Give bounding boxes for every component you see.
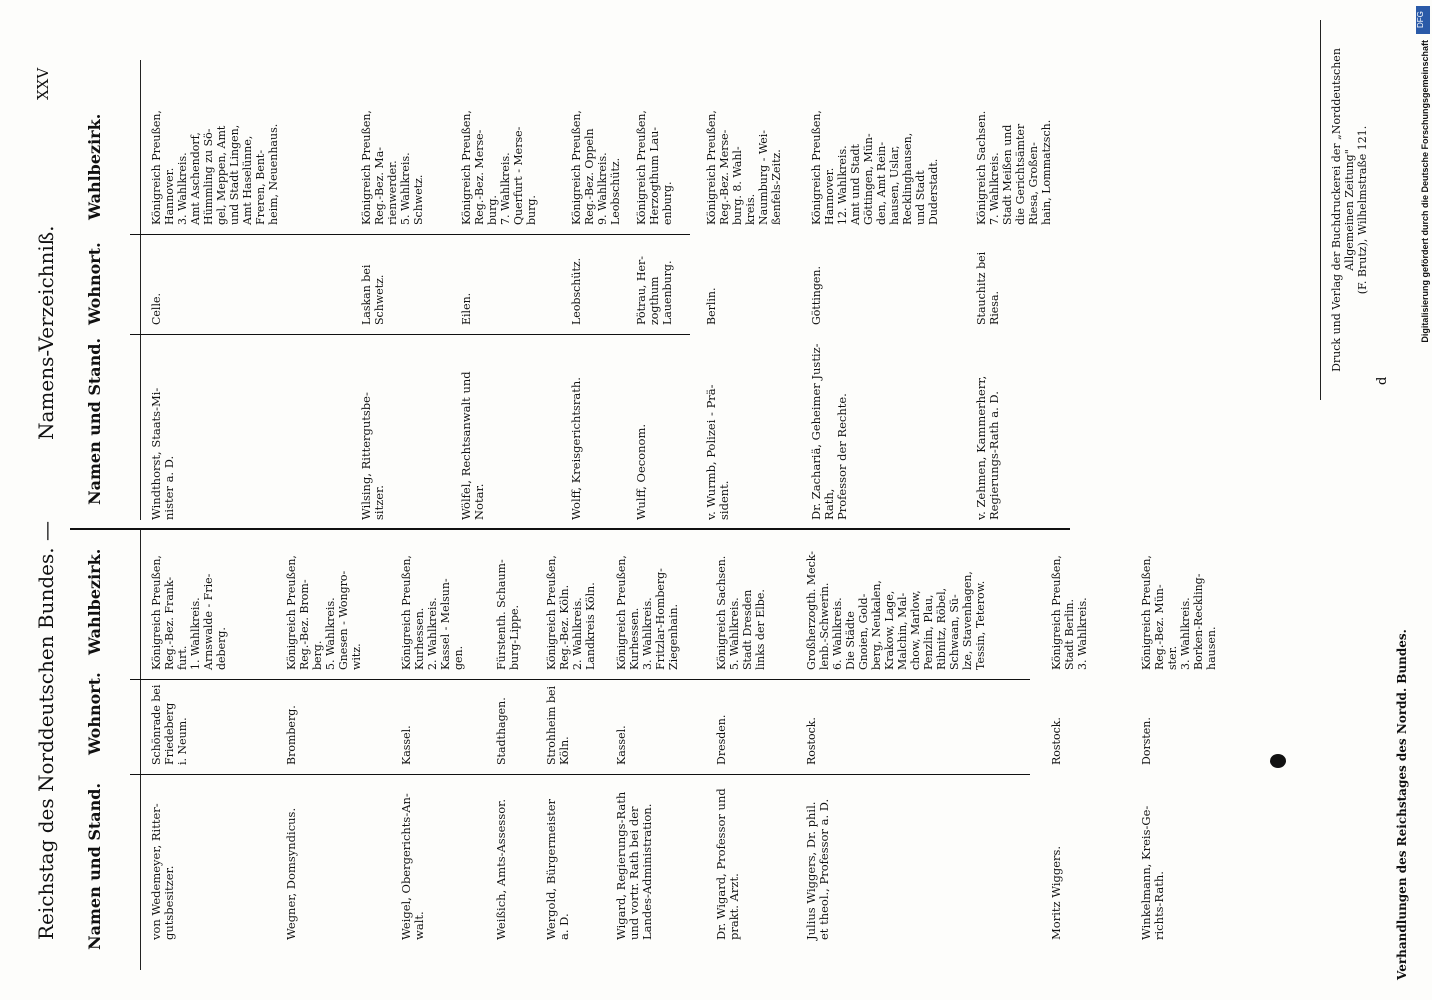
row-residence: Stauchitz bei Riesa. [975,251,1001,325]
row-district: Königreich Preußen, Herzogthum Lau- enburg. [635,110,674,225]
footer-rule [1320,20,1321,400]
row-residence: Kassel. [615,725,628,765]
row-name: Moritz Wiggers. [1049,845,1063,940]
row-residence: Pötrau, Her- zogthum Lauenburg. [635,256,674,325]
row-district: Königreich Preußen, Kurhessen. 3. Wahlkreis. Fritzlar-Homberg- Ziegenhain. [615,555,680,670]
row-name: v. Zehmen, Kammerherr, Regierungs-Rath a. D. [974,375,1001,520]
row-district: Großherzogth. Meck- lenb.-Schwerin. 6. Wahlkreis. Die Städte Gnoien, Gold- berg, Neukalen, Krakow, Lage, Malchin, Mal- chow, Marlow, Penzlin, Plau, Ribnitz, Röbel, Schwaan, Sü- lze, Stavenhagen, Tessin, Teterow. [805,551,987,670]
col-name-right: Namen und Stand. [85,337,104,505]
row-district: Königreich Sachsen. 5. Wahlkreis. Stadt Dresden links der Elbe. [715,555,767,670]
row-district: Königreich Preußen, Reg.-Bez. Ma- rienwerder. 5. Wahlkreis. Schwetz. [360,110,425,225]
header-rule-right [140,60,141,520]
row-name: Weißich, Amts-Assessor. [494,798,508,940]
row-name: Wolff, Kreisgerichtsrath. [569,377,583,520]
page-number: XXV [34,67,52,100]
row-residence: Kassel. [400,725,413,765]
row-residence: Bromberg. [285,705,298,765]
row-name: Windthorst, Staats-Mi- nister a. D. [149,387,176,520]
dfg-badge: DFG [1416,6,1430,34]
row-district: Königreich Preußen, Reg.-Bez. Oppeln 9. Wahlkreis. Leobschütz. [570,110,622,225]
footer-left-note: Verhandlungen des Reichstages des Nordd. Bundes. [1395,629,1409,980]
row-residence: Dorsten. [1140,717,1153,765]
divider-left-1 [130,774,1030,775]
row-residence: Eilen. [460,292,473,325]
col-district-right: Wahlbezirk. [85,113,104,220]
row-name: von Wedemeyer, Ritter- gutsbesitzer. [149,803,176,940]
row-residence: Stadthagen. [495,697,508,765]
row-district: Königreich Preußen, Stadt Berlin. 3. Wahlkreis. [1050,555,1089,670]
row-district: Königreich Sachsen. 7. Wahlkreis. Stadt Meißen und die Gerichtsämter Riesa, Großen- hain, Lommatzsch. [975,110,1053,225]
col-district-left: Wahlbezirk. [85,548,104,655]
row-name: Wigard, Regierungs-Rath und vortr. Rath bei der Landes-Administration. [614,791,654,940]
row-name: Julius Wiggers, Dr. phil. et theol., Professor a. D. [804,798,831,940]
row-name: Wulff, Oeconom. [634,424,648,520]
row-residence: Rostock. [1050,717,1063,765]
printer-imprint: Druck und Verlag der Buchdruckerei der „Norddeutschen Allgemeinen Zeitung" (F. Brutz), Wilhelmstraße 121. [1330,48,1369,372]
row-district: Königreich Preußen, Reg.-Bez. Brom- berg. 5. Wahlkreis. Gnesen - Wongro- witz. [285,555,363,670]
col-name-left: Namen und Stand. [85,782,104,950]
row-district: Königreich Preußen, Reg.-Bez. Frank- furt. 1. Wahlkreis. Arnswalde - Frie- deberg. [150,555,228,670]
row-district: Fürstenth. Schaum- burg-Lippe. [495,559,521,670]
row-residence: Dresden. [715,714,728,765]
row-residence: Celle. [150,293,163,325]
row-residence: Laskan bei Schwetz. [360,264,386,325]
header-rule-left [140,530,141,970]
row-residence: Schönrade bei Friedeberg i. Neum. [150,684,189,765]
row-name: Wergold, Bürgermeister a. D. [544,798,571,940]
row-residence: Strohheim bei Köln. [545,685,571,765]
header-section: Namens-Verzeichniß. [34,225,58,440]
header-title: Reichstag des Norddeutschen Bundes. — [34,521,58,940]
row-name: v. Wurmb, Polizei - Prä- sident. [704,384,731,520]
digitization-strip [1412,0,1432,1000]
row-name: Dr. Wigard, Professor und prakt. Arzt. [714,788,741,940]
row-district: Königreich Preußen, Reg.-Bez. Merse- burg. 8. Wahl- kreis. Naumburg - Wei- ßenfels-Zeitz. [705,110,783,225]
digitization-note: Digitalisierung gefördert durch die Deutsche Forschungsgemeinschaft [1420,40,1430,343]
row-residence: Berlin. [705,287,718,325]
row-residence: Leobschütz. [570,257,583,325]
row-name: Weigel, Obergerichts-An- walt. [399,793,426,940]
center-divider [70,528,1070,530]
row-district: Königreich Preußen, Hannover. 3. Wahlkreis. Amt Aschendorf, Hümmling zu Sö- gel, Meppen, Amt und Stadt Lingen, Amt Haselünne, Freren, Bent- heim, Neuenhaus. [150,110,280,225]
page-header [28,60,68,940]
divider-right-1 [130,334,690,335]
col-residence-left: Wohnort. [85,672,104,755]
row-name: Winkelmann, Kreis-Ge- richts-Rath. [1139,805,1166,940]
row-name: Wilsing, Rittergutsbe- sitzer. [359,392,386,520]
signature-mark: d [1375,376,1390,385]
row-name: Dr. Zachariä, Geheimer Justiz-Rath, Professor der Rechte. [809,343,849,520]
row-name: Wegner, Domsyndicus. [284,807,298,940]
row-residence: Rostock. [805,717,818,765]
row-district: Königreich Preußen, Reg.-Bez. Merse- burg. 7. Wahlkreis. Querfurt - Merse- burg. [460,110,538,225]
ink-blot [1270,754,1286,768]
row-district: Königreich Preußen, Hannover. 12. Wahlkreis. Amt und Stadt Göttingen, Mün- den, Amt Rein- hausen, Uslar, Recklinghausen, und Stadt Duderstadt. [810,110,940,225]
divider-right-2 [130,234,690,235]
row-district: Königreich Preußen, Reg.-Bez. Mün- ster. 3. Wahlkreis. Borken-Reckling- hausen. [1140,555,1218,670]
col-residence-right: Wohnort. [85,242,104,325]
row-name: Wölfel, Rechtsanwalt und Notar. [459,371,486,520]
row-district: Königreich Preußen, Reg.-Bez. Köln. 2. Wahlkreis. Landkreis Köln. [545,555,597,670]
row-residence: Göttingen. [810,266,823,325]
divider-left-2 [130,679,1030,680]
row-district: Königreich Preußen, Kurhessen. 2. Wahlkreis. Kassel - Melsun- gen. [400,555,465,670]
